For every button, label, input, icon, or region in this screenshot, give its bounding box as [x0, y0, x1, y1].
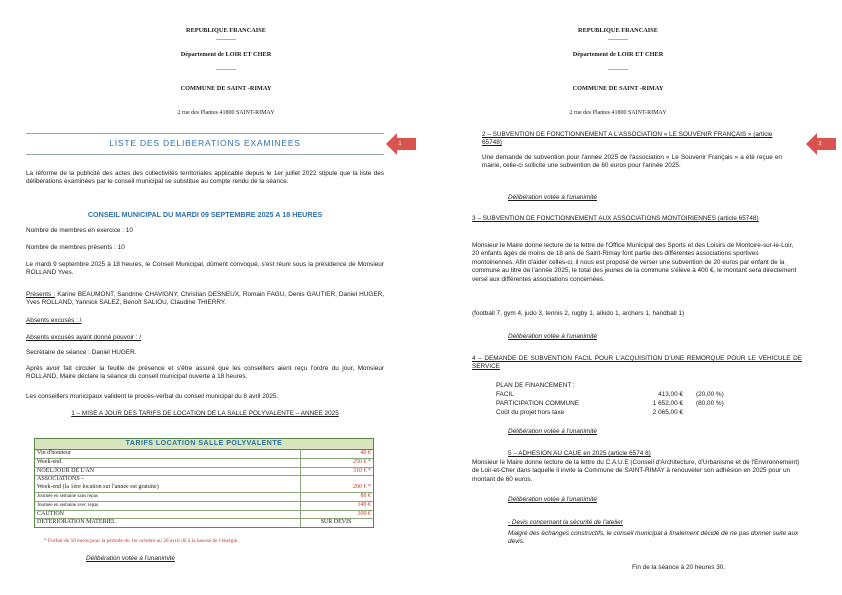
table-title: TARIFS LOCATION SALLE POLYVALENTE	[35, 439, 373, 450]
table-cell-label: NOEL/JOUR DE L'AN	[35, 468, 301, 476]
header-commune: COMMUNE DE SAINT -RIMAY	[572, 85, 664, 92]
plan-row-label: Coût du projet hors taxe	[496, 409, 565, 416]
table-cell-value: 250 € *	[301, 459, 373, 467]
fin-seance: Fin de la séance à 20 heures 30.	[632, 564, 726, 571]
header-department: Département de LOIR ET CHER	[180, 51, 272, 58]
plan-row-label: FACIL	[496, 391, 514, 398]
plan-row-label: PARTICIPATION COMMUNE	[496, 400, 579, 407]
membres-exercice: Nombre de membres en exercice : 10	[26, 227, 133, 234]
title-rule-bottom	[26, 154, 384, 155]
item5-title: 5 – ADHESION AU CAUE en 2025 (article 6574 8)	[508, 450, 651, 457]
plan-row-amount: 2 065,00 €	[652, 409, 683, 416]
table-cell-label: Vin d'honneur	[35, 450, 301, 458]
table-cell-value: 200 € *	[301, 484, 373, 492]
absents-excuses: Absents excusés : /	[26, 317, 82, 324]
presents-label: Présents :	[26, 291, 56, 298]
pv-text: Les conseillers municipaux valident le procès-verbal du conseil municipal du 8 avril 2025.	[26, 393, 279, 400]
item3-title: 3 – SUBVENTION DE FONCTIONNEMENT AUX ASSOCIATIONS MONTOIRIENNES (article 65748)	[472, 215, 759, 222]
table-cell-label: ASSOCIATIONS –	[35, 476, 301, 484]
item2-text: Une demande de subvention pour l'année 2025 de l'association « Le Souvenir Français » a été reçue en mairie, celle-ci sollicite une subvention de 60 euros pour l'année 2025.	[482, 154, 782, 170]
table-cell-value: 80 €	[301, 493, 373, 501]
table-footnote: * Forfait de 50 euros pour la période du 1er octobre au 30 avril dû à la hausse de l'énergie.	[44, 538, 239, 544]
item1-title: 1 – MISE A JOUR DES TARIFS DE LOCATION DE LA SALLE POLYVALENTE – ANNEE 2025	[71, 410, 339, 417]
table-row	[35, 484, 373, 493]
table-row	[35, 450, 373, 459]
header-dashes: ----------	[216, 67, 236, 73]
table-row	[35, 459, 373, 468]
header-dashes: ----------	[216, 37, 236, 43]
table-cell-label: CAUTION	[35, 511, 301, 519]
item3-detail: (football 7, gym 4, judo 3, tennis 2, rugby 1, aïkido 1, archers 1, handball 1)	[472, 310, 685, 317]
table-cell-label: Journée en semaine avec repas	[35, 502, 301, 510]
table-cell-label: Journée en semaine sans repas	[35, 493, 301, 501]
presents-block	[26, 291, 384, 308]
item5-vote: Délibération votée à l'unanimité	[508, 496, 597, 503]
table-cell-value: 310 € *	[301, 468, 373, 476]
item4-title: 4 – DEMANDE DE SUBVENTION FACIL POUR L'ACQUISITION D'UNE REMORQUE POUR LE VEHICULE DE SERVICE	[472, 355, 802, 371]
convocation-text: Le mardi 9 septembre 2025 à 18 heures, le Conseil Municipal, dûment convoqué, s'est réuni sous la présidence de Monsieur ROLLAND Yves.	[26, 261, 384, 277]
item4-vote: Délibération votée à l'unanimité	[508, 428, 597, 435]
table-row	[35, 493, 373, 502]
item5-text: Monsieur le Maire donne lecture de la lettre du C.A.U.E (Conseil d'Architecture, d'Urbanisme et de l'Environnement) de Loir-et-Cher dans laquelle il invite la Commune de SAINT-RIMAY à renouveler son adhésion en 2025 pour un montant de 60 euros.	[472, 459, 800, 483]
item1-vote: Délibération votée à l'unanimité	[86, 555, 175, 562]
table-row	[35, 511, 373, 520]
header-address: 2 rue des Plantes 41800 SAINT-RIMAY	[177, 110, 275, 116]
item3-text: Monsieur le Maire donne lecture de la lettre de l'Office Municipal des Sports et des Loisirs de Montoire-sur-le-Loir, 20 enfants âgés de moins de 18 ans de Saint-Rimay font partie des différentes associations sportives montoiriennes. Afin d'aider celles-ci, il nous est proposé de verser une subvention de 20 euros par enfant de la commune au titre de l'année 2025, le total des jeunes de la commune s'élève à 400 €, le montant sera directement versé aux différentes associations concernées.	[472, 242, 797, 283]
table-row	[35, 502, 373, 511]
plan-row-pct: (20,00 %)	[696, 391, 724, 398]
table-row	[35, 468, 373, 477]
item3-vote: Délibération votée à l'unanimité	[508, 333, 597, 340]
plan-row-amount: 413,00 €	[658, 391, 683, 398]
item2-title: 2 – SUBVENTION DE FONCTIONNEMENT A L'ASSOCIATION « LE SOUVENIR FRANÇAIS » (article 65748)	[482, 131, 773, 147]
title-rule-top	[26, 133, 384, 134]
header-address: 2 rue des Plantes 41800 SAINT-RIMAY	[569, 110, 667, 116]
conseil-title: CONSEIL MUNICIPAL DU MARDI 09 SEPTEMBRE 2025 A 18 HEURES	[87, 210, 323, 219]
header-commune: COMMUNE DE SAINT -RIMAY	[180, 85, 272, 92]
header-department: Département de LOIR ET CHER	[572, 51, 664, 58]
table-cell-label: Week-end	[35, 459, 301, 467]
table-row	[35, 519, 373, 527]
devis-text: Malgré des échanges constructifs, le conseil municipal a finalement décidé de ne pas donner suite aux devis.	[508, 530, 799, 546]
devis-title: - Devis concernant la sécurité de l'atelier	[508, 519, 623, 526]
table-cell-label: DETERIORATION MATERIEL	[35, 519, 301, 527]
header-dashes: ----------	[608, 37, 628, 43]
table-cell-value: 40 €	[301, 450, 373, 458]
list-title: LISTE DES DELIBERATIONS EXAMINEES	[109, 138, 301, 148]
membres-presents: Nombre de membres présents : 10	[26, 244, 125, 251]
intro-text: La réforme de la publicité des actes des collectivités territoriales applicable depuis le 1er juillet 2022 stipule que la liste des délibérations examinées par le conseil municipal se substitue au compte rendu de la séance.	[26, 170, 384, 186]
header-republic: REPUBLIQUE FRANCAISE	[186, 27, 266, 34]
tarifs-table	[34, 438, 374, 528]
secretaire-text: Secrétaire de séance : Daniel HUGER.	[26, 349, 137, 356]
table-cell-value: SUR DEVIS	[301, 519, 373, 527]
item2-vote: Délibération votée à l'unanimité	[508, 194, 597, 201]
header-dashes: ----------	[608, 67, 628, 73]
table-cell-value: 140 €	[301, 502, 373, 510]
table-cell-value	[301, 476, 373, 484]
plan-row-amount: 1 652,00 €	[652, 400, 683, 407]
page-number: 1	[398, 141, 402, 147]
absents-pouvoir: Absents excusés ayant donné pouvoir : /	[26, 334, 142, 341]
quorum-text: Après avoir fait circuler la feuille de présence et s'être assuré que les conseillers aient reçu l'ordre du jour, Monsieur ROLLAND, Maire déclare la séance du conseil municipal ouverte à 18 heures.	[26, 365, 384, 381]
plan-label: PLAN DE FINANCEMENT :	[496, 382, 575, 389]
table-cell-value: 300 €	[301, 511, 373, 519]
plan-row-pct: (80,00 %)	[696, 400, 724, 407]
table-cell-label: Week-end (la 1ère location sur l'année est gratuite)	[35, 484, 301, 492]
header-republic: REPUBLIQUE FRANCAISE	[578, 27, 658, 34]
presents-list: Karine BEAUMONT, Sandrine CHAVIGNY, Christian DESNEUX, Romain FAGU, Denis GAUTIER, Daniel HUGER, Yves ROLLAND, Yannick SALEZ, Benoît SALIOU, Claudine THIERRY.	[26, 291, 385, 307]
page-number: 2	[818, 141, 822, 147]
